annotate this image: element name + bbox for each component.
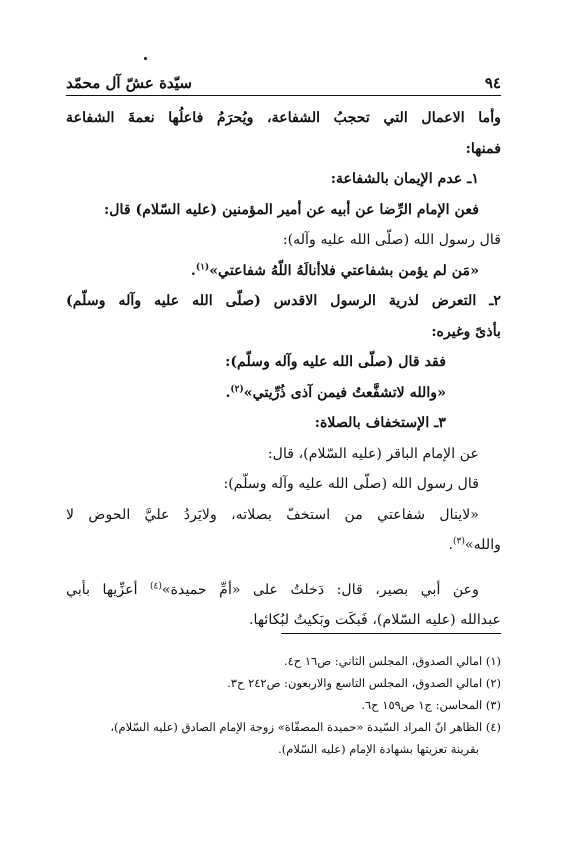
footnote: (٢) امالي الصدوق، المجلس التاسع والاربعون: ص٢٤٢ ح٣. (227, 676, 501, 690)
section-heading-3: ٣ـ الإستخفاف بالصلاة: (314, 415, 446, 431)
footnote-ref-1: (١) (195, 261, 210, 272)
page-number: ٩٤ (484, 74, 501, 92)
hadith-quote: «لاينال شفاعتي من استخفّ بصلاته، ولايَردُ عليَّ الحوض لا (66, 506, 479, 523)
paragraph-line: فقد قال (صلّى الله عليه وآله وسلّم): (225, 354, 446, 370)
footnote: بقرينة تعزيتها بشهادة الإمام (عليه السّلام). (278, 742, 479, 756)
paragraph-line (66, 575, 501, 606)
paragraph-line: عن الإمام الباقر (عليه السّلام)، قال: (267, 445, 479, 462)
footnote: (٤) الظاهر انّ المراد السّيدة «حميدة المصفّاة» زوجة الإمام الصادق (عليه السّلام)، (110, 720, 501, 734)
footnotes (66, 650, 501, 760)
quote-end: . (448, 537, 454, 553)
footnote-ref-3: (٣) (453, 536, 465, 547)
section-heading-2: ٢ـ التعرض لذرية الرسول الاقدس (صلّى الله عليه وآله وسلّم) (66, 293, 501, 309)
footnote-ref-4: (٤) (150, 580, 162, 591)
page-header (66, 68, 501, 92)
hadith-quote-end (66, 530, 501, 561)
narration-text: أعزِّيها بأبي (66, 581, 151, 598)
paragraph-line: فمنها: (465, 140, 501, 157)
quote-end: . (190, 262, 196, 279)
footnote: (٣) المحاسن: ج١ ص١٥٩ ح٦. (361, 698, 501, 712)
narration-text: وعن أبي بصير، قال: دَخلتُ على «أمِّ حميدة» (161, 581, 479, 598)
paragraph-line: قال رسول الله (صلّى الله عليه وآله وسلّم): (223, 476, 479, 492)
paragraph-line: فعن الإمام الرِّضا عن أبيه عن أمير المؤمنين (عليه السّلام) قال: (103, 201, 479, 218)
footnote-separator (281, 633, 501, 634)
running-title: سيّدة عشّ آل محمّد (66, 74, 192, 92)
quote-text: «مَن لم يؤمن بشفاعتي فلاأنالَهُ اللّهُ شفاعتي» (209, 262, 479, 279)
quote-end: . (225, 384, 231, 401)
hadith-quote (66, 378, 501, 409)
header-rule (66, 95, 501, 96)
hadith-quote (66, 256, 501, 287)
quote-text: والله» (464, 537, 501, 553)
page-body (66, 103, 501, 636)
paragraph-line: وأما الاعمال التي تحجبُ الشفاعة، ويُحرَمُ فاعلُها نعمةَ الشفاعة (66, 110, 501, 126)
paragraph-line: قال رسول الله (صلّى الله عليه وآله): (282, 232, 501, 248)
paragraph-line: عبدالله (عليه السّلام)، فَبكَت وبَكيتُ لبُكائها. (249, 612, 501, 628)
section-heading-1: ١ـ عدم الإيمان بالشفاعة: (330, 171, 479, 187)
printer-mark (144, 57, 147, 60)
footnote-ref-2: (٢) (230, 383, 244, 394)
quote-text: «والله لاتشفَّعتُ فيمن آذى ذُرِّيتي» (243, 384, 446, 401)
paragraph-line: بأذىً وغيره: (431, 323, 501, 340)
footnote: (١) امالي الصدوق، المجلس الثاني: ص١٦ ح٤. (283, 654, 501, 668)
